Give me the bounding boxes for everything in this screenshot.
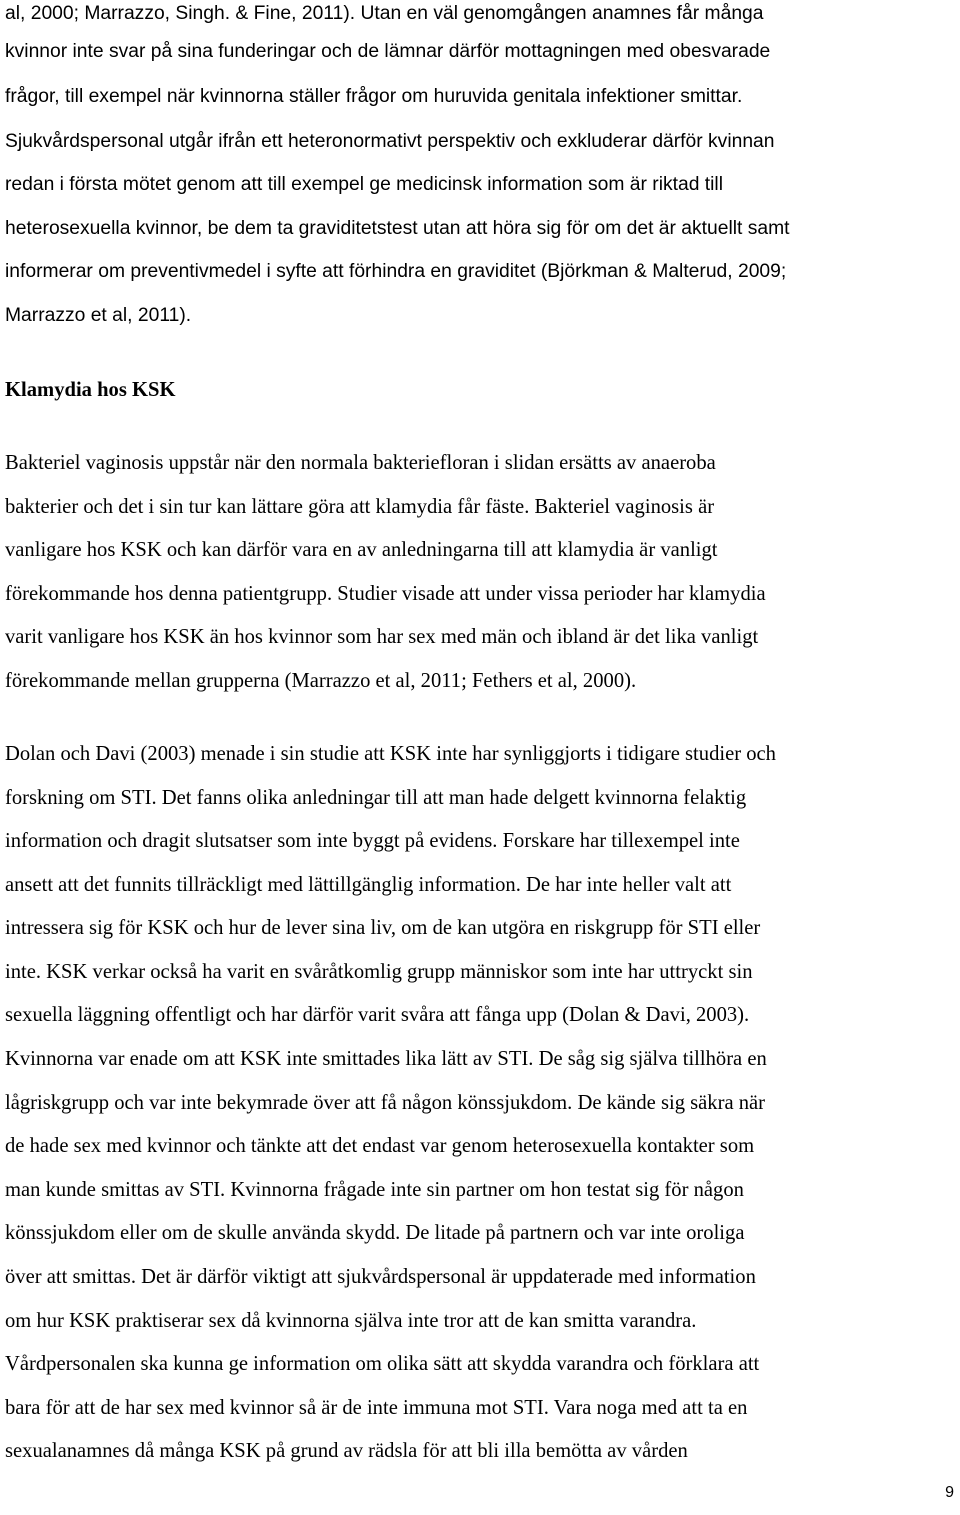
paragraph-3-line-6: inte. KSK verkar också ha varit en svåråtkomlig grupp människor som inte har uttryckt sin [5, 961, 753, 983]
paragraph-3-line-2: forskning om STI. Det fanns olika anledningar till att man hade delgett kvinnorna felaktig [5, 787, 747, 809]
section-heading: Klamydia hos KSK [5, 379, 176, 401]
paragraph-2-line-3: vanligare hos KSK och kan därför vara en av anledningarna till att klamydia är vanligt [5, 539, 718, 561]
paragraph-1-line-2: kvinnor inte svar på sina funderingar och de lämnar därför mottagningen med obesvarade [5, 41, 771, 62]
paragraph-3-line-10: de hade sex med kvinnor och tänkte att det endast var genom heterosexuella kontakter som [5, 1135, 755, 1157]
paragraph-3-line-12: könssjukdom eller om de skulle använda skydd. De litade på partnern och var inte oroliga [5, 1222, 745, 1244]
paragraph-2-line-6: förekommande mellan grupperna (Marrazzo et al, 2011; Fethers et al, 2000). [5, 670, 637, 692]
paragraph-3-line-4: ansett att det funnits tillräckligt med lättillgänglig information. De har inte heller valt att [5, 874, 732, 896]
paragraph-1-line-1: al, 2000; Marrazzo, Singh. & Fine, 2011). Utan en väl genomgången anamnes får många [5, 3, 764, 24]
paragraph-1-line-8: Marrazzo et al, 2011). [5, 305, 192, 326]
paragraph-1-line-4: Sjukvårdspersonal utgår ifrån ett heteronormativt perspektiv och exkluderar därför kvinnan [5, 131, 775, 152]
paragraph-1-line-3: frågor, till exempel när kvinnorna ställer frågor om huruvida genitala infektioner smittar. [5, 86, 743, 107]
paragraph-2-line-1: Bakteriel vaginosis uppstår när den normala bakteriefloran i slidan ersätts av anaeroba [5, 452, 716, 474]
paragraph-3-line-13: över att smittas. Det är därför viktigt att sjukvårdspersonal är uppdaterade med information [5, 1266, 756, 1288]
paragraph-2-line-4: förekommande hos denna patientgrupp. Studier visade att under vissa perioder har klamydia [5, 583, 766, 605]
paragraph-2-line-5: varit vanligare hos KSK än hos kvinnor som har sex med män och ibland är det lika vanligt [5, 626, 759, 648]
paragraph-3-line-3: information och dragit slutsatser som inte byggt på evidens. Forskare har tillexempel inte [5, 830, 740, 852]
paragraph-3-line-5: intressera sig för KSK och hur de lever sina liv, om de kan utgöra en riskgrupp för STI eller [5, 917, 761, 939]
paragraph-3-line-14: om hur KSK praktiserar sex då kvinnorna själva inte tror att de kan smitta varandra. [5, 1310, 697, 1332]
paragraph-2-line-2: bakterier och det i sin tur kan lättare göra att klamydia får fäste. Bakteriel vaginosis är [5, 496, 715, 518]
paragraph-3-line-17: sexualanamnes då många KSK på grund av rädsla för att bli illa bemötta av vården [5, 1440, 688, 1462]
paragraph-3-line-1: Dolan och Davi (2003) menade i sin studie att KSK inte har synliggjorts i tidigare studier och [5, 743, 776, 765]
paragraph-1-line-6: heterosexuella kvinnor, be dem ta graviditetstest utan att höra sig för om det är aktuellt samt [5, 218, 790, 239]
paragraph-1-line-5: redan i första mötet genom att till exempel ge medicinsk information som är riktad till [5, 174, 723, 195]
paragraph-3-line-16: bara för att de har sex med kvinnor så är de inte immuna mot STI. Vara noga med att ta en [5, 1397, 748, 1419]
paragraph-3-line-7: sexuella läggning offentligt och har därför varit svåra att fånga upp (Dolan & Davi, 2003). [5, 1004, 750, 1026]
page-number: 9 [945, 1484, 954, 1501]
paragraph-3-line-11: man kunde smittas av STI. Kvinnorna frågade inte sin partner om hon testat sig för någon [5, 1179, 744, 1201]
paragraph-3-line-15: Vårdpersonalen ska kunna ge information om olika sätt att skydda varandra och förklara att [5, 1353, 760, 1375]
paragraph-1-line-7: informerar om preventivmedel i syfte att förhindra en graviditet (Björkman & Malterud, 2009; [5, 261, 787, 282]
paragraph-3-line-9: lågriskgrupp och var inte bekymrade över att få någon könssjukdom. De kände sig säkra när [5, 1092, 766, 1114]
paragraph-3-line-8: Kvinnorna var enade om att KSK inte smittades lika lätt av STI. De såg sig själva tillhöra en [5, 1048, 767, 1070]
